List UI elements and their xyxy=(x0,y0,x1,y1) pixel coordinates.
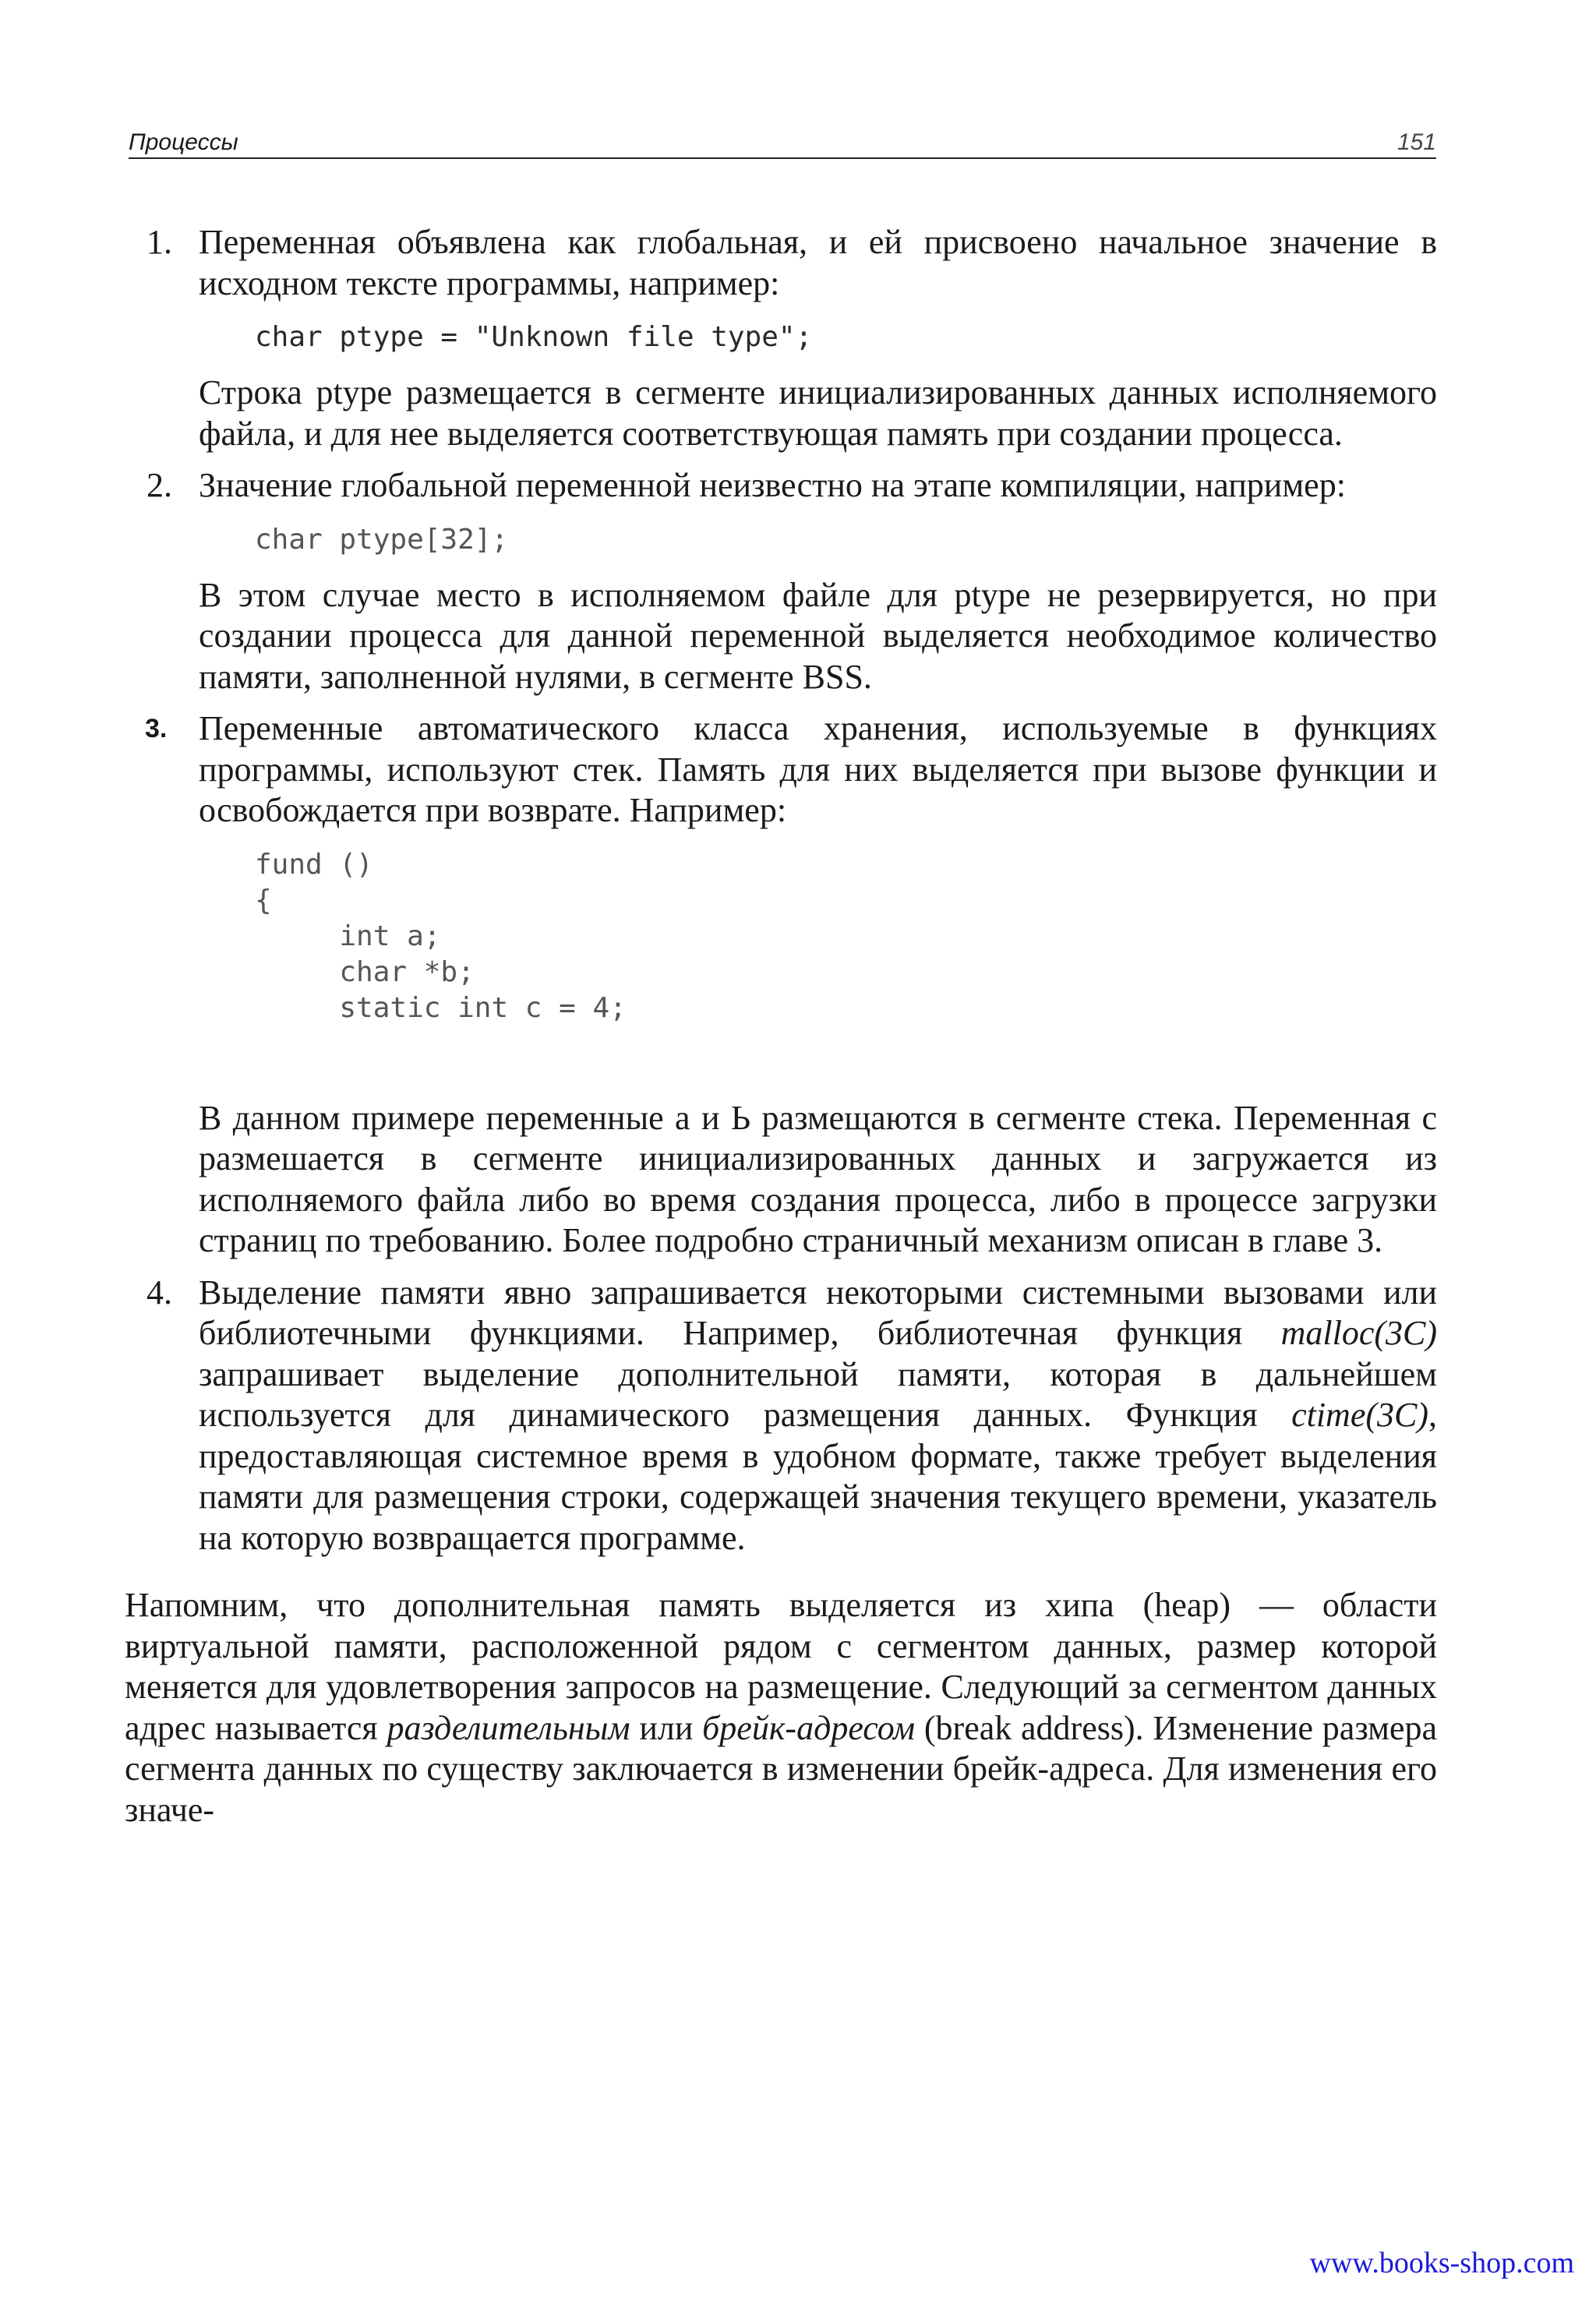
list-marker: 3. xyxy=(145,714,168,743)
list-item-4 xyxy=(125,1273,1437,1559)
page-body xyxy=(125,222,1437,1831)
running-header xyxy=(129,125,1436,159)
section-title: Процессы xyxy=(129,129,238,155)
item-text: Переменная объявлена как глобальная, и ей присвоено начальное значение в исходном тексте программы, например: xyxy=(199,223,1437,302)
code-snippet: char ptype[32]; xyxy=(255,523,509,556)
list-item-2 xyxy=(125,465,1437,697)
function-name-ctime: ctime(3C) xyxy=(1291,1396,1428,1434)
term-razdelitelnym: разделительным xyxy=(387,1708,630,1747)
page-number: 151 xyxy=(1396,129,1436,155)
list-item-1 xyxy=(125,222,1437,454)
item-text: Переменные автоматического класса хранения, используемые в функциях программы, используют стек. Память для них выделяется при вызове функции и освобождается при возврате. Например: xyxy=(199,709,1437,829)
footer-site-link[interactable]: www.books-shop.com xyxy=(1309,2247,1574,2279)
item-explanation: Строка ptype размещается в сегменте инициализированных данных исполняемого файла, и для нее выделяется соответствующая память при создании процесса. xyxy=(199,373,1437,453)
item-explanation: В данном примере переменные а и Ь размещаются в сегменте стека. Переменная с размешается в сегменте инициализированных данных и загружается из исполняемого файла либо во время создания процесса, либо в процессе загрузки страниц по требованию. Более подробно страничный механизм описан в главе 3. xyxy=(199,1098,1437,1259)
list-marker: 2. xyxy=(147,466,172,504)
closing-paragraph: Напомним, что дополнительная память выделяется из хипа (heap) — области виртуальной памяти, расположенной рядом с сегментом данных, размер которой меняется для удовлетворения запросов на размещение. Следующий за сегментом данных адрес называется разделительным или брейк-адресом (break address). Изменение размера сегмента данных по существу заключается в изменении брейк-адреса. Для изменения его значе- xyxy=(125,1586,1437,1829)
function-name-malloc: malloc(3C) xyxy=(1280,1314,1437,1352)
list-marker: 4. xyxy=(147,1273,172,1312)
item-text: Выделение памяти явно запрашивается некоторыми системными вызовами или библиотечными функциями. Например, библиотечная функция malloc(3C) запрашивает выделение дополнительной памяти, которая в дальнейшем используется для динамического размещения данных. Функция ctime(3C), предоставляющая системное время в удобном формате, также требует выделения памяти для размещения строки, содержащей значения текущего времени, указатель на которую возвращается программе. xyxy=(199,1273,1437,1557)
item-explanation: В этом случае место в исполняемом файле для ptype не резервируется, но при создании процесса для данной переменной выделяется необходимое количество памяти, заполненной нулями, в сегменте BSS. xyxy=(199,575,1437,696)
item-text: Значение глобальной переменной неизвестно на этапе компиляции, например: xyxy=(199,466,1346,504)
term-breyk-adres: брейк-адресом xyxy=(702,1708,916,1747)
list-marker: 1. xyxy=(147,223,172,261)
code-snippet: fund () { int a; char *b; static int c = 4; xyxy=(255,848,627,1024)
list-item-3 xyxy=(125,708,1437,1262)
code-snippet: char ptype = "Unknown file type"; xyxy=(255,321,813,353)
